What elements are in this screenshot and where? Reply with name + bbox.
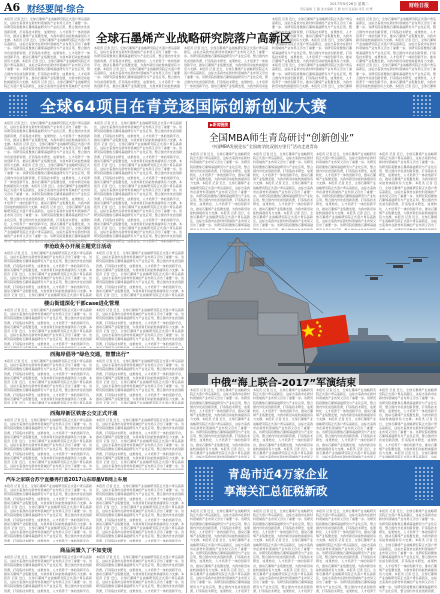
customs-headline-line2: 享海关汇总征税新政	[224, 484, 328, 498]
article-column	[4, 251, 92, 297]
section-divider	[4, 240, 184, 241]
article-column	[356, 17, 436, 89]
article-column	[4, 121, 90, 243]
article-column	[96, 555, 184, 593]
banner-decoration	[8, 94, 28, 116]
article-column	[4, 359, 92, 404]
masthead	[0, 0, 440, 14]
article-column	[96, 251, 184, 297]
headline-banner	[0, 92, 440, 118]
article-column	[253, 388, 313, 458]
article-headline: 汽车之家联合苏宁直播秀打造2017山东即墨V8网上车展	[6, 478, 128, 483]
navy-exercise-photo	[188, 233, 440, 385]
section-divider	[4, 544, 184, 545]
warship-illustration	[188, 233, 440, 385]
navy-headline: 中俄“海上联合-2017”军演结束	[208, 374, 359, 389]
article-column	[4, 17, 90, 89]
article-column	[253, 509, 313, 593]
editor-credits: 责任编辑 王 璐 美术编辑 王 静 校对 张丽丽 审签 刘 博	[300, 7, 373, 11]
article-headline: 楼山街道深化干部case进化管理	[44, 301, 120, 307]
customs-headline-line1: 青岛市近4万家企业	[228, 467, 329, 481]
article-column	[96, 359, 184, 404]
article-column	[379, 509, 437, 593]
article-column	[184, 46, 268, 89]
article-column	[4, 484, 92, 542]
article-headline: 西海岸倡导“绿色交通，智慧出行”	[50, 352, 130, 358]
mba-headline: 全国MBA师生青岛研讨“创新创业”	[209, 133, 355, 144]
article-column	[272, 17, 352, 89]
article-column	[96, 418, 184, 470]
graphene-headline: 全球石墨烯产业战略研究院落户高新区	[96, 31, 292, 45]
page-number: A6	[4, 1, 21, 14]
article-column	[316, 509, 376, 593]
section-title: 财经要闻·综合	[27, 5, 85, 15]
article-column	[316, 388, 376, 458]
section-divider	[4, 349, 184, 350]
article-column	[96, 484, 184, 542]
section-divider	[4, 298, 184, 299]
brand-badge: 财经日报	[400, 1, 438, 11]
section-divider	[4, 473, 184, 474]
article-column	[4, 308, 92, 348]
article-column	[379, 152, 437, 230]
section-divider	[4, 407, 184, 408]
article-column	[94, 46, 180, 89]
article-column	[4, 555, 92, 593]
customs-banner	[188, 460, 440, 506]
article-column	[253, 152, 313, 230]
article-column	[316, 152, 376, 230]
article-column	[96, 308, 184, 348]
article-headline: 西海岸新区铁客公交正式开通	[50, 411, 118, 417]
article-column	[379, 388, 437, 458]
article-column	[4, 418, 92, 470]
article-column	[94, 121, 182, 243]
article-headline: 李沧政务办开展主题党日活动	[44, 244, 112, 250]
article-column	[190, 152, 250, 230]
banner-decoration	[412, 94, 432, 116]
banner-headline: 全球64项目在青竞逐国际创新创业大赛	[40, 97, 328, 116]
article-column	[190, 509, 250, 593]
issue-date: 2017年9月26日 星期二	[330, 2, 369, 6]
mba-subheadline: 中国MBA发展论坛“全国商学院双创万里行”活动走进青岛	[212, 144, 318, 149]
banner-decoration	[194, 466, 214, 500]
news-link-tag: ▶新闻链接	[210, 122, 229, 127]
article-column	[190, 388, 250, 458]
article-headline: 商品闲置久了不如变现	[60, 548, 112, 554]
banner-decoration	[414, 466, 434, 500]
column-divider	[186, 121, 187, 593]
